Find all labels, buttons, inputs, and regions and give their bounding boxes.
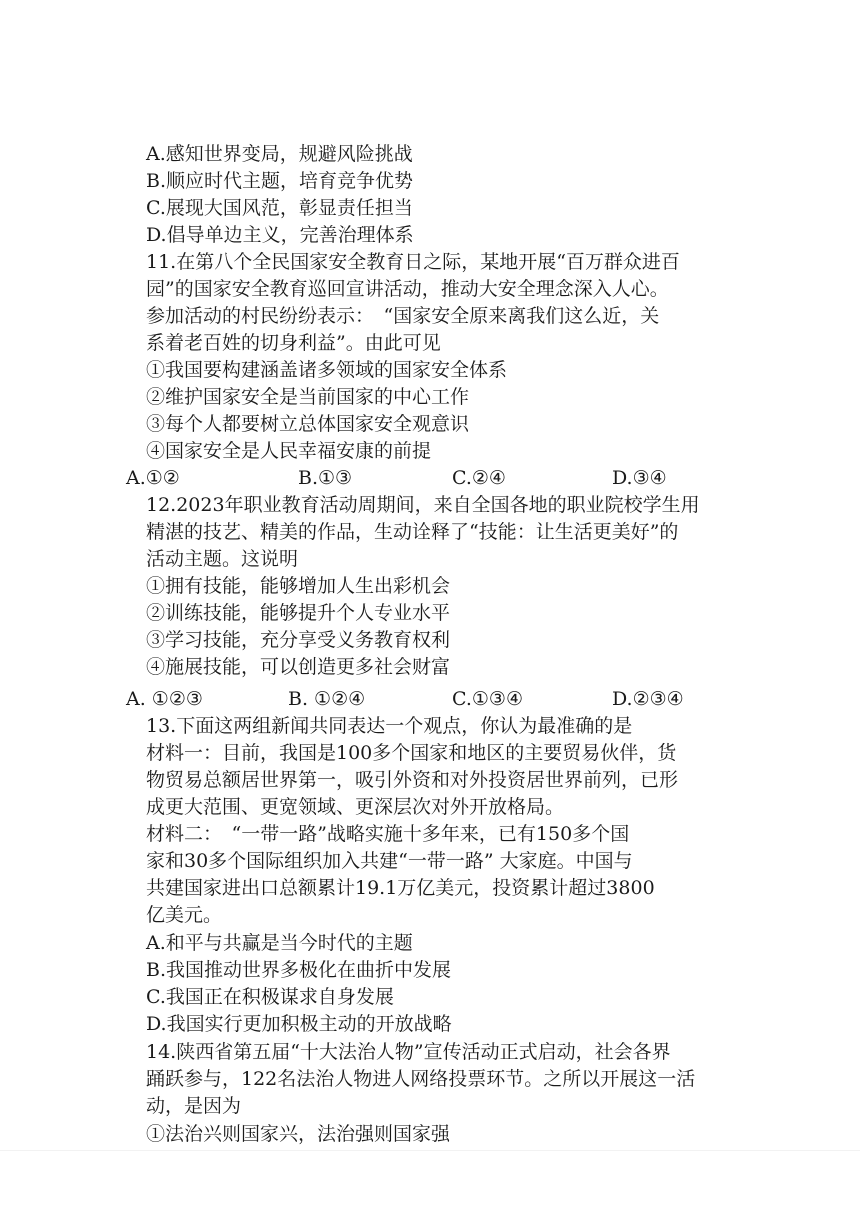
q11-choice-c: C.②④: [452, 467, 506, 489]
q11-stem-line: 11.在第八个全民国家安全教育日之际，某地开展“百万群众进百: [146, 251, 680, 273]
q13-material2-line: 亿美元。: [146, 904, 223, 926]
q13-option-a: A.和平与共赢是当今时代的主题: [146, 932, 413, 954]
q12-stem-line: 精湛的技艺、精美的作品，生动诠释了“技能：让生活更美好”的: [146, 521, 679, 543]
q10-option-b: B.顺应时代主题，培育竞争优势: [146, 170, 414, 192]
q11-stem-line: 系着老百姓的切身利益”。由此可见: [146, 332, 441, 354]
q13-stem-line: 13.下面这两组新闻共同表达一个观点，你认为最准确的是: [146, 715, 633, 737]
q10-option-d: D.倡导单边主义，完善治理体系: [146, 224, 414, 246]
q13-material1-line: 材料一：目前，我国是100多个国家和地区的主要贸易伙伴，货: [146, 742, 677, 764]
q13-material1-line: 成更大范围、更宽领域、更深层次对外开放格局。: [146, 796, 565, 818]
q14-stem-line: 踊跃参与，122名法治人物进人网络投票环节。之所以开展这一活: [146, 1068, 696, 1090]
q13-material2-line: 共建国家进出口总额累计19.1万亿美元，投资累计超过3800: [146, 877, 655, 899]
q11-item: ②维护国家安全是当前国家的中心工作: [146, 386, 470, 408]
q12-choice-b: B. ①②④: [288, 688, 366, 710]
q13-option-d: D.我国实行更加积极主动的开放战略: [146, 1013, 452, 1035]
q12-item: ③学习技能，充分享受义务教育权利: [146, 629, 451, 651]
q12-stem-line: 12.2023年职业教育活动周期间，来自全国各地的职业院校学生用: [146, 494, 700, 516]
q13-option-c: C.我国正在积极谋求自身发展: [146, 986, 394, 1008]
q12-item: ①拥有技能，能够增加人生出彩机会: [146, 575, 451, 597]
q11-item: ④国家安全是人民幸福安康的前提: [146, 440, 432, 462]
q12-stem-line: 活动主题。这说明: [146, 548, 299, 570]
q11-choices: [126, 464, 706, 492]
q14-stem-line: 14.陕西省第五届“十大法治人物”宣传活动正式启动，社会各界: [146, 1041, 671, 1063]
q11-choice-d: D.③④: [612, 467, 667, 489]
q12-item: ②训练技能，能够提升个人专业水平: [146, 602, 451, 624]
q12-choice-a: A. ①②③: [126, 688, 203, 710]
q11-choice-b: B.①③: [298, 467, 353, 489]
q10-option-a: A.感知世界变局，规避风险挑战: [146, 143, 413, 165]
q13-option-b: B.我国推动世界多极化在曲折中发展: [146, 959, 452, 981]
q11-item: ①我国要构建涵盖诸多领域的国家安全体系: [146, 359, 508, 381]
page-divider: [0, 1150, 860, 1151]
q10-option-c: C.展现大国风范，彰显责任担当: [146, 197, 413, 219]
q12-choice-c: C.①③④: [452, 688, 523, 710]
q11-item: ③每个人都要树立总体国家安全观意识: [146, 413, 470, 435]
q13-material2-line: 材料二： “一带一路”战略实施十多年来，已有150多个国: [146, 823, 630, 845]
q12-choices: [126, 685, 706, 713]
q12-item: ④施展技能，可以创造更多社会财富: [146, 656, 451, 678]
q14-item: ①法治兴则国家兴，法治强则国家强: [146, 1123, 451, 1145]
q13-material1-line: 物贸易总额居世界第一，吸引外资和对外投资居世界前列，已形: [146, 769, 679, 791]
q12-choice-d: D.②③④: [612, 688, 684, 710]
q11-stem-line: 参加活动的村民纷纷表示： “国家安全原来离我们这么近，关: [146, 305, 660, 327]
q13-material2-line: 家和30多个国际组织加入共建“一带一路” 大家庭。中国与: [146, 850, 633, 872]
q14-stem-line: 动，是因为: [146, 1095, 242, 1117]
q11-choice-a: A.①②: [126, 467, 180, 489]
q11-stem-line: 园”的国家安全教育巡回宣讲活动，推动大安全理念深入人心。: [146, 278, 669, 300]
